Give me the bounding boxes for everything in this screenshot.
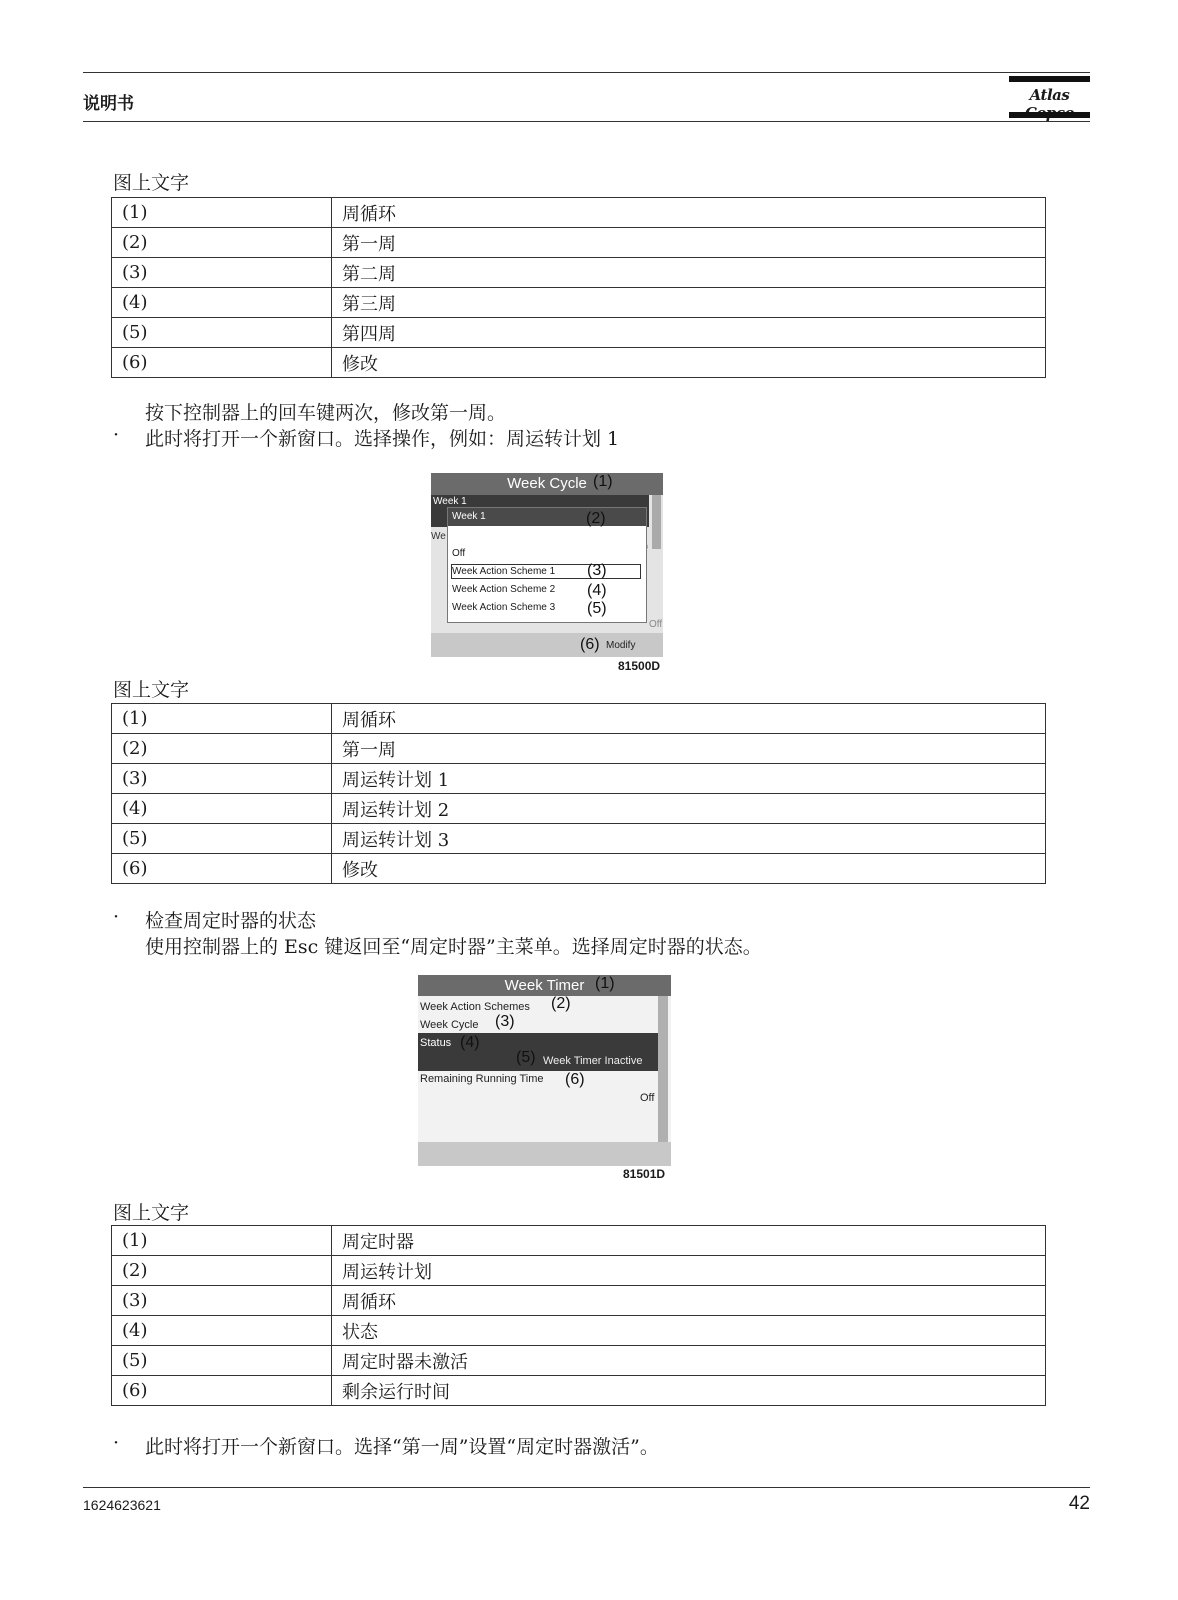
row-partial-value: Off bbox=[649, 619, 663, 630]
table-row: (4) 周运转计划 2 bbox=[112, 794, 1046, 824]
menu-item-week-cycle: Week Cycle bbox=[420, 1019, 479, 1031]
screen-title: Week Timer bbox=[504, 977, 585, 994]
callout-6: (6) bbox=[580, 636, 600, 653]
callout-6: (6) bbox=[565, 1071, 585, 1088]
dropdown-selected-value: Week 1 bbox=[452, 511, 486, 522]
callout-5: (5) bbox=[516, 1049, 536, 1066]
option-scheme-3: Week Action Scheme 3 bbox=[452, 602, 556, 613]
table-row: (6) 修改 bbox=[112, 348, 1046, 378]
table-row: (3) 周循环 bbox=[112, 1286, 1046, 1316]
table-row: (3) 周运转计划 1 bbox=[112, 764, 1046, 794]
table-row: (2) 第一周 bbox=[112, 734, 1046, 764]
week-timer-screenshot bbox=[418, 975, 671, 1166]
row-partial-label: We bbox=[431, 531, 446, 542]
table-row: (1) 周定时器 bbox=[112, 1226, 1046, 1256]
callout-1: (1) bbox=[595, 975, 615, 992]
table-row: (6) 修改 bbox=[112, 854, 1046, 884]
bullet: · bbox=[113, 424, 120, 446]
table-row: (3) 第二周 bbox=[112, 258, 1046, 288]
figure-caption: 图上文字 bbox=[113, 679, 190, 701]
row-week1-label: Week 1 bbox=[433, 496, 467, 507]
figure-code: 81501D bbox=[623, 1167, 666, 1181]
atlas-copco-logo bbox=[1009, 76, 1090, 120]
legend-table-1 bbox=[111, 197, 1046, 378]
callout-2: (2) bbox=[586, 510, 606, 527]
callout-4: (4) bbox=[587, 582, 607, 599]
callout-1: (1) bbox=[593, 473, 613, 490]
header-bottom-rule bbox=[83, 121, 1090, 122]
option-scheme-2: Week Action Scheme 2 bbox=[452, 584, 556, 595]
week-cycle-screenshot bbox=[431, 473, 663, 657]
document-number: 1624623621 bbox=[83, 1497, 161, 1513]
scrollbar bbox=[658, 996, 668, 1142]
option-off: Off bbox=[452, 548, 466, 559]
table-row: (1) 周循环 bbox=[112, 198, 1046, 228]
callout-4: (4) bbox=[460, 1034, 480, 1051]
table-row: (4) 状态 bbox=[112, 1316, 1046, 1346]
remaining-time-value: Off bbox=[640, 1092, 655, 1104]
table-row: (2) 周运转计划 bbox=[112, 1256, 1046, 1286]
menu-item-remaining-time: Remaining Running Time bbox=[420, 1073, 544, 1085]
screen-footer-bar bbox=[418, 1142, 671, 1166]
instruction-text: 检查周定时器的状态 bbox=[145, 910, 317, 932]
figure-code: 81500D bbox=[618, 659, 661, 673]
table-row: (5) 第四周 bbox=[112, 318, 1046, 348]
option-scheme-1: Week Action Scheme 1 bbox=[452, 566, 556, 577]
legend-table-3 bbox=[111, 1225, 1046, 1406]
header-top-rule bbox=[83, 72, 1090, 73]
modify-label: Modify bbox=[606, 640, 636, 651]
table-row: (2) 第一周 bbox=[112, 228, 1046, 258]
table-row: (6) 剩余运行时间 bbox=[112, 1376, 1046, 1406]
callout-3: (3) bbox=[495, 1013, 515, 1030]
legend-table-2 bbox=[111, 703, 1046, 884]
bullet: · bbox=[113, 906, 120, 928]
logo-text: Atlas bbox=[1029, 86, 1070, 104]
table-row: (5) 周运转计划 3 bbox=[112, 824, 1046, 854]
menu-item-action-schemes: Week Action Schemes bbox=[420, 1001, 530, 1013]
table-row: (4) 第三周 bbox=[112, 288, 1046, 318]
callout-3: (3) bbox=[587, 562, 607, 579]
table-row: (5) 周定时器未激活 bbox=[112, 1346, 1046, 1376]
callout-2: (2) bbox=[551, 995, 571, 1012]
scrollbar bbox=[652, 495, 661, 549]
menu-item-status: Status bbox=[420, 1037, 452, 1049]
manual-title: 说明书 bbox=[83, 94, 134, 114]
instruction-text: 使用控制器上的 Esc 键返回至“周定时器”主菜单。选择周定时器的状态。 bbox=[145, 936, 762, 958]
status-value: Week Timer Inactive bbox=[543, 1055, 643, 1067]
footer-rule bbox=[83, 1487, 1090, 1488]
figure-caption: 图上文字 bbox=[113, 172, 190, 194]
screen-title: Week Cycle bbox=[507, 475, 587, 492]
callout-5: (5) bbox=[587, 600, 607, 617]
figure-caption: 图上文字 bbox=[113, 1202, 190, 1224]
instruction-text: 此时将打开一个新窗口。选择操作，例如：周运转计划 1 bbox=[145, 428, 620, 450]
table-row: (1) 周循环 bbox=[112, 704, 1046, 734]
instruction-text: 按下控制器上的回车键两次，修改第一周。 bbox=[145, 402, 507, 424]
page-number: 42 bbox=[1068, 1493, 1090, 1514]
bullet: · bbox=[113, 1432, 120, 1454]
instruction-text: 此时将打开一个新窗口。选择“第一周”设置“周定时器激活”。 bbox=[145, 1436, 659, 1458]
dropdown-list bbox=[447, 507, 647, 623]
